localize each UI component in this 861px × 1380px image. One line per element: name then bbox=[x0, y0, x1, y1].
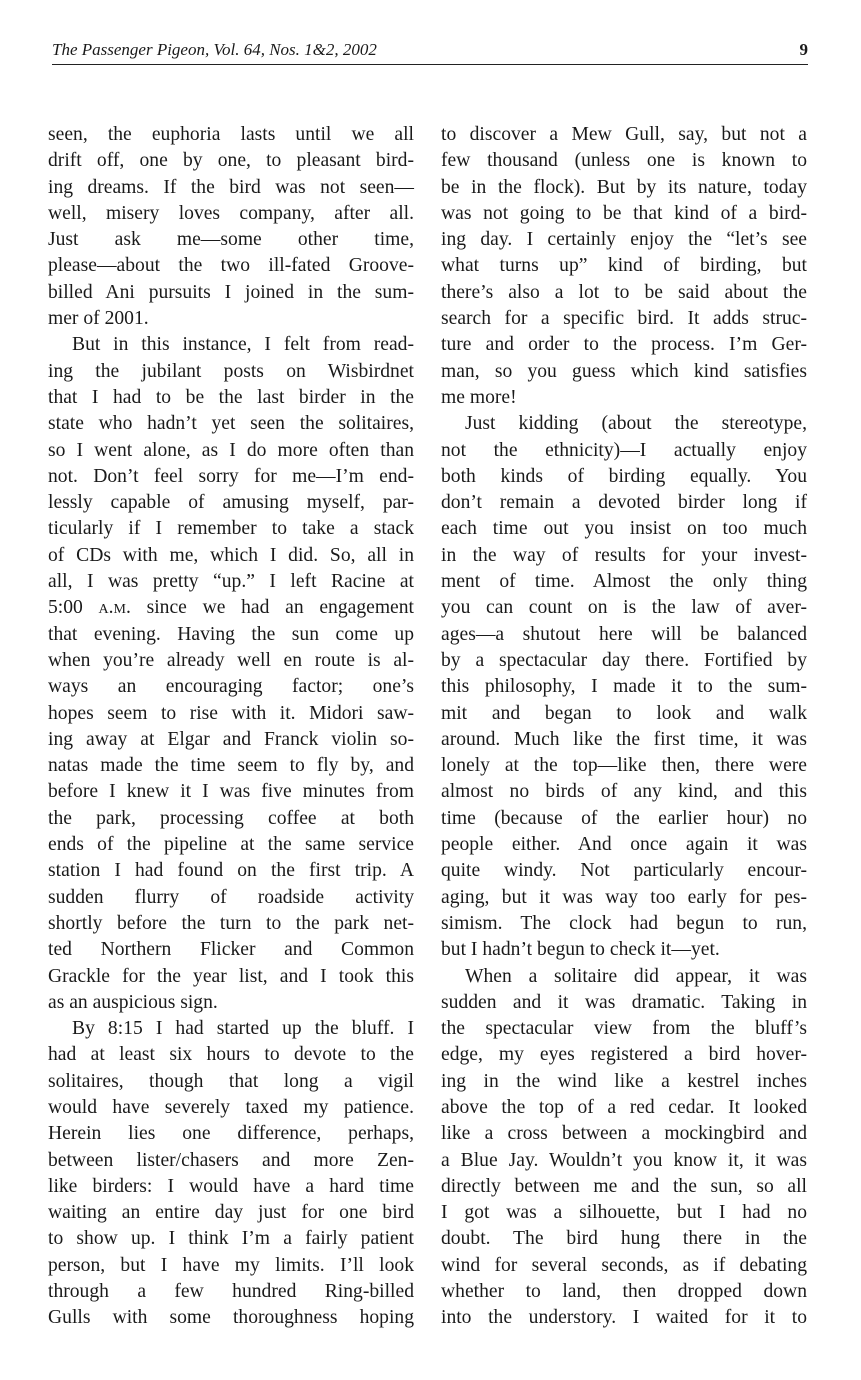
text-line: there’s also a lot to be said about the bbox=[441, 281, 807, 303]
text-line: don’t remain a devoted birder long if bbox=[441, 492, 807, 514]
text-line: ment of time. Almost the only thing bbox=[441, 571, 807, 593]
text-line: ing in the wind like a kestrel inches bbox=[441, 1070, 807, 1092]
text-line: ing the jubilant posts on Wisbirdnet bbox=[48, 360, 414, 382]
text-line: Grackle for the year list, and I took this bbox=[48, 965, 414, 987]
text-line: ticularly if I remember to take a stack bbox=[48, 518, 414, 540]
text-line: please—about the two ill-fated Groove- bbox=[48, 255, 414, 277]
text-line: billed Ani pursuits I joined in the sum- bbox=[48, 281, 414, 303]
text-line: But in this instance, I felt from read- bbox=[72, 334, 414, 356]
text-line: around. Much like the first time, it was bbox=[441, 728, 807, 750]
text-line: that I had to be the last birder in the bbox=[48, 386, 414, 408]
text-line: like a cross between a mockingbird and bbox=[441, 1123, 807, 1145]
text-line: time (because of the earlier hour) no bbox=[441, 807, 807, 829]
text-line: mit and began to look and walk bbox=[441, 702, 807, 724]
text-line: people either. And once again it was bbox=[441, 834, 807, 856]
text-line: a Blue Jay. Wouldn’t you know it, it was bbox=[441, 1149, 807, 1171]
left-text-column bbox=[48, 122, 414, 1332]
text-line: By 8:15 I had started up the bluff. I bbox=[72, 1018, 414, 1040]
text-line: ing dreams. If the bird was not seen— bbox=[48, 176, 414, 198]
text-line: aging, but it was way too early for pes- bbox=[441, 886, 807, 908]
text-line: to discover a Mew Gull, say, but not a bbox=[441, 124, 807, 145]
text-line: between lister/chasers and more Zen- bbox=[48, 1149, 414, 1171]
text-line: ways an encouraging factor; one’s bbox=[48, 676, 414, 698]
text-line: man, so you guess which kind satisfies bbox=[441, 360, 807, 382]
text-line: search for a specific bird. It adds struc- bbox=[441, 308, 807, 330]
text-line: edge, my eyes registered a bird hover- bbox=[441, 1044, 807, 1066]
text-line: simism. The clock had begun to run, bbox=[441, 912, 807, 934]
page-number: 9 bbox=[799, 40, 808, 59]
text-line: had at least six hours to devote to the bbox=[48, 1044, 414, 1066]
text-line: by a spectacular day there. Fortified by bbox=[441, 649, 807, 671]
text-line: ing away at Elgar and Franck violin so- bbox=[48, 728, 414, 750]
text-line: be in the flock). But by its nature, today bbox=[441, 176, 807, 198]
right-text-column bbox=[441, 122, 807, 1332]
text-line: me more! bbox=[441, 386, 517, 408]
text-line: 5:00 a.m. since we had an engagement bbox=[48, 597, 414, 619]
text-line: Gulls with some thoroughness hoping bbox=[48, 1307, 414, 1329]
text-line: quite windy. Not particularly encour- bbox=[441, 860, 807, 882]
text-line: seen, the euphoria lasts until we all bbox=[48, 124, 414, 145]
text-line: all, I was pretty “up.” I left Racine at bbox=[48, 571, 414, 593]
text-line: ends of the pipeline at the same service bbox=[48, 834, 414, 856]
text-line: whether to land, then dropped down bbox=[441, 1281, 807, 1303]
text-line: ture and order to the process. I’m Ger- bbox=[441, 334, 807, 356]
text-line: above the top of a red cedar. It looked bbox=[441, 1096, 807, 1118]
text-line: through a few hundred Ring-billed bbox=[48, 1281, 414, 1303]
text-line: lessly capable of amusing myself, par- bbox=[48, 492, 414, 514]
text-line: before I knew it I was five minutes from bbox=[48, 781, 414, 803]
text-line: directly between me and the sun, so all bbox=[441, 1175, 807, 1197]
text-line: sudden and it was dramatic. Taking in bbox=[441, 991, 807, 1013]
text-line: of CDs with me, which I did. So, all in bbox=[48, 544, 414, 566]
text-line: you can count on is the law of aver- bbox=[441, 597, 807, 619]
text-line: ages—a shutout here will be balanced bbox=[441, 623, 807, 645]
text-line: that evening. Having the sun come up bbox=[48, 623, 414, 645]
text-line: I got was a silhouette, but I had no bbox=[441, 1202, 807, 1224]
text-line: when you’re already well en route is al- bbox=[48, 649, 414, 671]
running-head: The Passenger Pigeon, Vol. 64, Nos. 1&2, 2002 bbox=[52, 40, 377, 59]
text-line: the spectacular view from the bluff’s bbox=[441, 1018, 807, 1040]
text-line: but I hadn’t begun to check it—yet. bbox=[441, 939, 720, 961]
text-line: ted Northern Flicker and Common bbox=[48, 939, 414, 961]
text-line: few thousand (unless one is known to bbox=[441, 150, 807, 172]
text-line: hopes seem to rise with it. Midori saw- bbox=[48, 702, 414, 724]
text-line: lonely at the top—like then, there were bbox=[441, 755, 807, 777]
text-line: Herein lies one difference, perhaps, bbox=[48, 1123, 414, 1145]
text-line: station I had found on the first trip. A bbox=[48, 860, 414, 882]
text-line: to show up. I think I’m a fairly patient bbox=[48, 1228, 414, 1250]
text-line: waiting an entire day just for one bird bbox=[48, 1202, 414, 1224]
text-line: in the way of results for your invest- bbox=[441, 544, 807, 566]
text-line: like birders: I would have a hard time bbox=[48, 1175, 414, 1197]
text-line: what turns up” kind of birding, but bbox=[441, 255, 807, 277]
text-line: ing day. I certainly enjoy the “let’s see bbox=[441, 229, 807, 251]
text-line: into the understory. I waited for it to bbox=[441, 1307, 807, 1329]
text-line: Just ask me—some other time, bbox=[48, 229, 414, 251]
text-line: doubt. The bird hung there in the bbox=[441, 1228, 807, 1250]
text-line: was not going to be that kind of a bird- bbox=[441, 202, 807, 224]
text-line: not the ethnicity)—I actually enjoy bbox=[441, 439, 807, 461]
text-line: Just kidding (about the stereotype, bbox=[465, 413, 807, 435]
text-line: as an auspicious sign. bbox=[48, 991, 218, 1013]
text-line: so I went alone, as I do more often than bbox=[48, 439, 414, 461]
text-line: the park, processing coffee at both bbox=[48, 807, 414, 829]
text-line: When a solitaire did appear, it was bbox=[465, 965, 807, 987]
text-line: not. Don’t feel sorry for me—I’m end- bbox=[48, 465, 414, 487]
text-line: shortly before the turn to the park net- bbox=[48, 912, 414, 934]
text-line: well, misery loves company, after all. bbox=[48, 202, 414, 224]
text-line: each time out you insist on too much bbox=[441, 518, 807, 540]
text-line: both kinds of birding equally. You bbox=[441, 465, 807, 487]
text-line: this philosophy, I made it to the sum- bbox=[441, 676, 807, 698]
text-line: drift off, one by one, to pleasant bird- bbox=[48, 150, 414, 172]
text-line: sudden flurry of roadside activity bbox=[48, 886, 414, 908]
text-line: state who hadn’t yet seen the solitaires, bbox=[48, 413, 414, 435]
text-line: person, but I have my limits. I’ll look bbox=[48, 1254, 414, 1276]
text-line: solitaires, though that long a vigil bbox=[48, 1070, 414, 1092]
text-line: would have severely taxed my patience. bbox=[48, 1096, 414, 1118]
page-header bbox=[52, 38, 808, 65]
text-line: wind for several seconds, as if debating bbox=[441, 1254, 807, 1276]
text-line: mer of 2001. bbox=[48, 308, 149, 330]
text-line: almost no birds of any kind, and this bbox=[441, 781, 807, 803]
text-line: natas made the time seem to fly by, and bbox=[48, 755, 414, 777]
